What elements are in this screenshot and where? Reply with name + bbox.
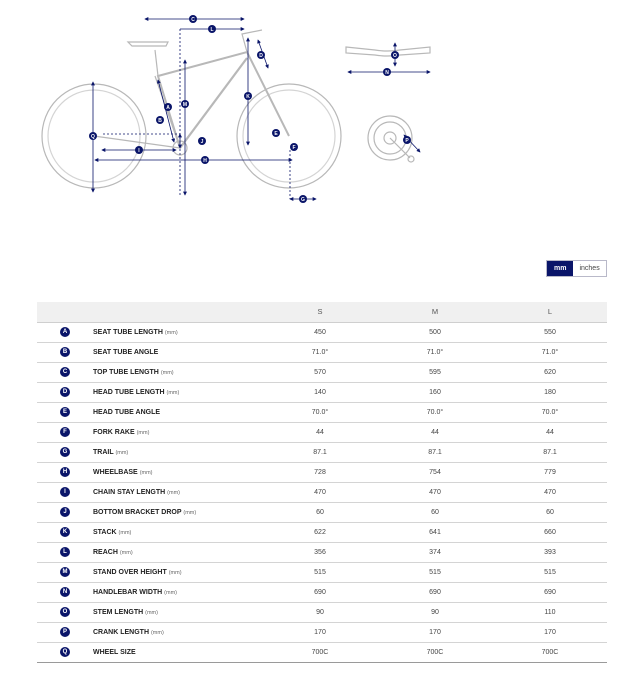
row-letter-cell: [37, 422, 93, 442]
svg-text:L: L: [210, 27, 214, 33]
measurement-name-cell: [93, 622, 263, 642]
measurement-unit: (mm): [168, 569, 182, 576]
svg-text:M: M: [182, 102, 188, 108]
table-row: [37, 562, 607, 582]
value-size-l: 515: [493, 562, 607, 582]
row-letter-cell: [37, 582, 93, 602]
value-size-m: 60: [377, 502, 493, 522]
value-size-m: 754: [377, 462, 493, 482]
measurement-badge: G: [60, 447, 70, 457]
value-size-s: 71.0°: [263, 342, 377, 362]
diagram-markers: [89, 15, 411, 203]
header-size-s: S: [263, 302, 377, 322]
measurement-badge: F: [60, 427, 70, 437]
svg-text:J: J: [200, 139, 204, 145]
measurement-name-cell: [93, 482, 263, 502]
measurement-name: HANDLEBAR WIDTH: [93, 588, 163, 596]
table-row: [37, 502, 607, 522]
value-size-s: 515: [263, 562, 377, 582]
measurement-unit: (mm): [164, 329, 178, 336]
table-row: [37, 522, 607, 542]
svg-text:D: D: [259, 53, 263, 59]
value-size-m: 641: [377, 522, 493, 542]
measurement-badge: P: [60, 627, 70, 637]
row-letter-cell: [37, 462, 93, 482]
measurement-name: BOTTOM BRACKET DROP: [93, 508, 182, 516]
svg-text:C: C: [191, 17, 195, 23]
row-letter-cell: [37, 542, 93, 562]
measurement-badge: C: [60, 367, 70, 377]
value-size-s: 570: [263, 362, 377, 382]
measurement-name-cell: [93, 322, 263, 342]
value-size-m: 374: [377, 542, 493, 562]
measurement-name: STEM LENGTH: [93, 608, 144, 616]
bike-outline: [42, 30, 341, 188]
measurement-name-cell: [93, 602, 263, 622]
svg-text:B: B: [158, 118, 162, 124]
value-size-m: 470: [377, 482, 493, 502]
value-size-m: 515: [377, 562, 493, 582]
svg-text:P: P: [405, 138, 409, 144]
handlebar-outline: [346, 47, 430, 56]
value-size-s: 87.1: [263, 442, 377, 462]
value-size-l: 393: [493, 542, 607, 562]
unit-inches-button[interactable]: inches: [573, 261, 605, 276]
measurement-badge: J: [60, 507, 70, 517]
measurement-badge: O: [60, 607, 70, 617]
measurement-name: TOP TUBE LENGTH: [93, 368, 159, 376]
row-letter-cell: [37, 562, 93, 582]
measurement-badge: L: [60, 547, 70, 557]
value-size-l: 60: [493, 502, 607, 522]
measurement-name: FORK RAKE: [93, 428, 135, 436]
value-size-s: 356: [263, 542, 377, 562]
measurement-name-cell: [93, 562, 263, 582]
measurement-name-cell: [93, 402, 263, 422]
row-letter-cell: [37, 382, 93, 402]
measurement-unit: (mm): [115, 449, 129, 456]
measurement-name: STACK: [93, 528, 117, 536]
measurement-name-cell: [93, 462, 263, 482]
value-size-l: 44: [493, 422, 607, 442]
table-row: [37, 582, 607, 602]
measurement-unit: (mm): [150, 629, 164, 636]
unit-mm-button[interactable]: mm: [547, 261, 573, 276]
measurement-name: WHEELBASE: [93, 468, 138, 476]
value-size-m: 700C: [377, 642, 493, 662]
row-letter-cell: [37, 402, 93, 422]
header-letter: [37, 302, 93, 322]
svg-text:E: E: [274, 131, 278, 137]
measurement-name-cell: [93, 542, 263, 562]
measurement-name: REACH: [93, 548, 118, 556]
value-size-l: 700C: [493, 642, 607, 662]
geometry-table: [37, 302, 607, 663]
value-size-s: 140: [263, 382, 377, 402]
svg-text:I: I: [138, 148, 140, 154]
measurement-unit: (mm): [183, 509, 197, 516]
measurement-unit: (mm): [160, 369, 174, 376]
svg-text:O: O: [393, 53, 397, 59]
row-letter-cell: [37, 442, 93, 462]
value-size-l: 660: [493, 522, 607, 542]
svg-text:G: G: [301, 197, 305, 203]
value-size-m: 70.0°: [377, 402, 493, 422]
measurement-badge: M: [60, 567, 70, 577]
table-row: [37, 602, 607, 622]
row-letter-cell: [37, 522, 93, 542]
table-row: [37, 542, 607, 562]
table-row: [37, 462, 607, 482]
svg-text:N: N: [385, 70, 389, 76]
table-row: [37, 342, 607, 362]
measurement-name-cell: [93, 362, 263, 382]
value-size-m: 160: [377, 382, 493, 402]
measurement-badge: Q: [60, 647, 70, 657]
measurement-name-cell: [93, 582, 263, 602]
header-measurement: [93, 302, 263, 322]
table-row: [37, 382, 607, 402]
svg-text:K: K: [246, 94, 250, 100]
measurement-badge: E: [60, 407, 70, 417]
value-size-s: 170: [263, 622, 377, 642]
measurement-name: SEAT TUBE LENGTH: [93, 328, 163, 336]
value-size-m: 170: [377, 622, 493, 642]
table-row: [37, 482, 607, 502]
measurement-name: STAND OVER HEIGHT: [93, 568, 167, 576]
measurement-badge: D: [60, 387, 70, 397]
measurement-name: HEAD TUBE LENGTH: [93, 388, 165, 396]
value-size-l: 170: [493, 622, 607, 642]
row-letter-cell: [37, 482, 93, 502]
row-letter-cell: [37, 622, 93, 642]
value-size-s: 690: [263, 582, 377, 602]
header-size-l: L: [493, 302, 607, 322]
svg-text:H: H: [203, 158, 207, 164]
value-size-s: 728: [263, 462, 377, 482]
value-size-s: 622: [263, 522, 377, 542]
row-letter-cell: [37, 362, 93, 382]
row-letter-cell: [37, 322, 93, 342]
table-row: [37, 422, 607, 442]
measurement-badge: K: [60, 527, 70, 537]
value-size-s: 450: [263, 322, 377, 342]
measurement-name: SEAT TUBE ANGLE: [93, 348, 159, 356]
table-row: [37, 362, 607, 382]
measurement-name: TRAIL: [93, 448, 114, 456]
value-size-l: 550: [493, 322, 607, 342]
value-size-m: 500: [377, 322, 493, 342]
value-size-m: 90: [377, 602, 493, 622]
value-size-s: 70.0°: [263, 402, 377, 422]
unit-toggle: [546, 260, 607, 277]
value-size-m: 690: [377, 582, 493, 602]
measurement-name-cell: [93, 502, 263, 522]
value-size-l: 180: [493, 382, 607, 402]
value-size-s: 60: [263, 502, 377, 522]
header-size-m: M: [377, 302, 493, 322]
value-size-l: 779: [493, 462, 607, 482]
value-size-l: 690: [493, 582, 607, 602]
row-letter-cell: [37, 642, 93, 662]
measurement-badge: H: [60, 467, 70, 477]
measurement-badge: N: [60, 587, 70, 597]
value-size-l: 470: [493, 482, 607, 502]
table-row: [37, 442, 607, 462]
row-letter-cell: [37, 602, 93, 622]
svg-text:A: A: [166, 105, 170, 111]
measurement-name: HEAD TUBE ANGLE: [93, 408, 161, 416]
measurement-badge: I: [60, 487, 70, 497]
measurement-badge: A: [60, 327, 70, 337]
value-size-s: 44: [263, 422, 377, 442]
table-header-row: [37, 302, 607, 322]
value-size-l: 110: [493, 602, 607, 622]
value-size-l: 70.0°: [493, 402, 607, 422]
measurement-name-cell: [93, 422, 263, 442]
measurement-unit: (mm): [118, 529, 132, 536]
measurement-unit: (mm): [167, 489, 180, 496]
table-row: [37, 642, 607, 662]
measurement-unit: (mm): [119, 549, 133, 556]
value-size-l: 620: [493, 362, 607, 382]
row-letter-cell: [37, 502, 93, 522]
measurement-name: WHEEL SIZE: [93, 648, 136, 656]
table-row: [37, 622, 607, 642]
value-size-s: 90: [263, 602, 377, 622]
measurement-unit: (mm): [139, 469, 153, 476]
value-size-l: 71.0°: [493, 342, 607, 362]
measurement-name-cell: [93, 342, 263, 362]
value-size-m: 595: [377, 362, 493, 382]
measurement-name: CHAIN STAY LENGTH: [93, 488, 166, 496]
measurement-badge: B: [60, 347, 70, 357]
measurement-name-cell: [93, 642, 263, 662]
measurement-unit: (mm): [145, 609, 158, 616]
value-size-s: 700C: [263, 642, 377, 662]
table-row: [37, 322, 607, 342]
measurement-unit: (mm): [166, 389, 180, 396]
svg-text:F: F: [292, 145, 296, 151]
value-size-m: 44: [377, 422, 493, 442]
value-size-m: 87.1: [377, 442, 493, 462]
measurement-name-cell: [93, 522, 263, 542]
row-letter-cell: [37, 342, 93, 362]
bike-geometry-diagram: [0, 0, 637, 215]
measurement-name-cell: [93, 442, 263, 462]
measurement-name: CRANK LENGTH: [93, 628, 149, 636]
value-size-m: 71.0°: [377, 342, 493, 362]
value-size-l: 87.1: [493, 442, 607, 462]
value-size-s: 470: [263, 482, 377, 502]
measurement-unit: (mm): [136, 429, 150, 436]
svg-text:Q: Q: [91, 134, 95, 140]
measurement-unit: (mm): [164, 589, 177, 596]
measurement-name-cell: [93, 382, 263, 402]
table-row: [37, 402, 607, 422]
